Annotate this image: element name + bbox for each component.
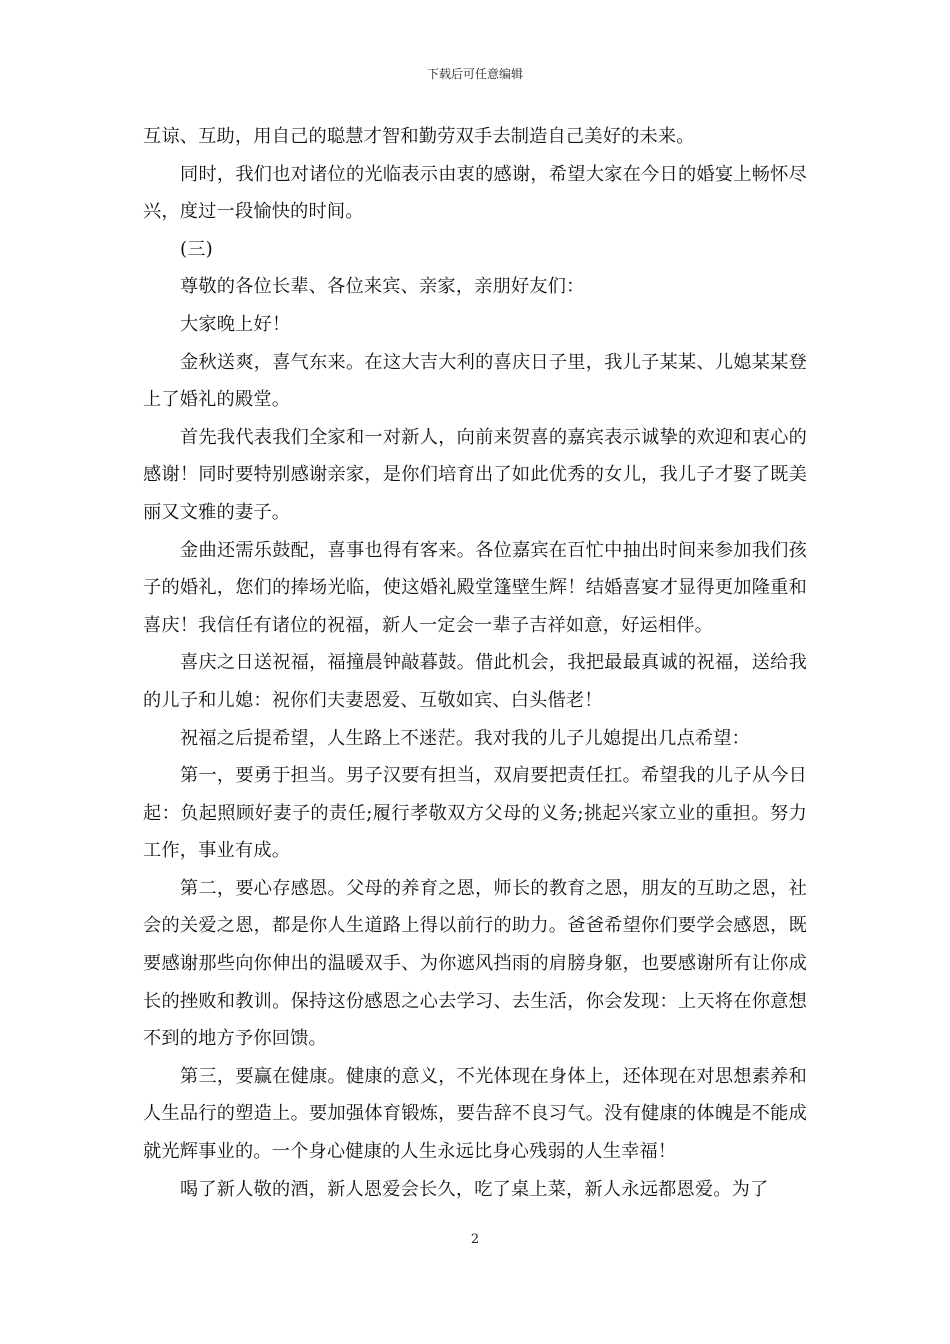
page-number: 2: [470, 1232, 480, 1247]
paragraph: 同时，我们也对诸位的光临表示由衷的感谢，希望大家在今日的婚宴上畅怀尽兴，度过一段愉快的时间。: [143, 163, 807, 223]
paragraph: 喝了新人敬的酒，新人恩爱会长久，吃了桌上菜，新人永远都恩爱。为了: [180, 1178, 769, 1200]
document-body: [143, 118, 807, 1208]
paragraph: 金秋送爽，喜气东来。在这大吉大利的喜庆日子里，我儿子某某、儿媳某某登上了婚礼的殿堂。: [143, 351, 807, 411]
paragraph: 尊敬的各位长辈、各位来宾、亲家，亲朋好友们：: [180, 276, 585, 298]
page-header: 下载后可任意编辑: [426, 67, 523, 81]
paragraph: (三): [180, 238, 213, 260]
paragraph: 金曲还需乐鼓配，喜事也得有客来。各位嘉宾在百忙中抽出时间来参加我们孩子的婚礼，您们的捧场光临，使这婚礼殿堂篷壁生辉！结婚喜宴才显得更加隆重和喜庆！我信任有诸位的祝福，新人一定会一辈子吉祥如意，好运相伴。: [143, 539, 807, 636]
paragraph: 祝福之后提希望，人生路上不迷茫。我对我的儿子儿媳提出几点希望：: [180, 727, 751, 749]
paragraph: 喜庆之日送祝福，福撞晨钟敲暮鼓。借此机会，我把最最真诚的祝福，送给我的儿子和儿媳：祝你们夫妻恩爱、互敬如宾、白头偕老！: [143, 652, 807, 711]
paragraph: 大家晚上好！: [180, 313, 291, 335]
paragraph: 第三，要赢在健康。健康的意义，不光体现在身体上，还体现在对思想素养和人生品行的塑造上。要加强体育锻炼，要告辞不良习气。没有健康的体魄是不能成就光辉事业的。一个身心健康的人生永远比身心残弱的人生幸福！: [143, 1065, 807, 1163]
paragraph: 第二，要心存感恩。父母的养育之恩，师长的教育之恩，朋友的互助之恩，社会的关爱之恩，都是你人生道路上得以前行的助力。爸爸希望你们要学会感恩，既要感谢那些向你伸出的温暖双手、为你遮风挡雨的肩膀身躯，也要感谢所有让你成长的挫败和教训。保持这份感恩之心去学习、去生活，你会发现：上天将在你意想不到的地方予你回馈。: [143, 877, 807, 1050]
paragraph: 互谅、互助，用自己的聪慧才智和勤劳双手去制造自己美好的未来。: [143, 126, 695, 147]
paragraph: 首先我代表我们全家和一对新人，向前来贺喜的嘉宾表示诚挚的欢迎和衷心的感谢！同时要特别感谢亲家，是你们培育出了如此优秀的女儿，我儿子才娶了既美丽又文雅的妻子。: [143, 426, 807, 523]
paragraph: 第一，要勇于担当。男子汉要有担当，双肩要把责任扛。希望我的儿子从今日起：负起照顾好妻子的责任;履行孝敬双方父母的义务;挑起兴家立业的重担。努力工作，事业有成。: [143, 765, 807, 862]
